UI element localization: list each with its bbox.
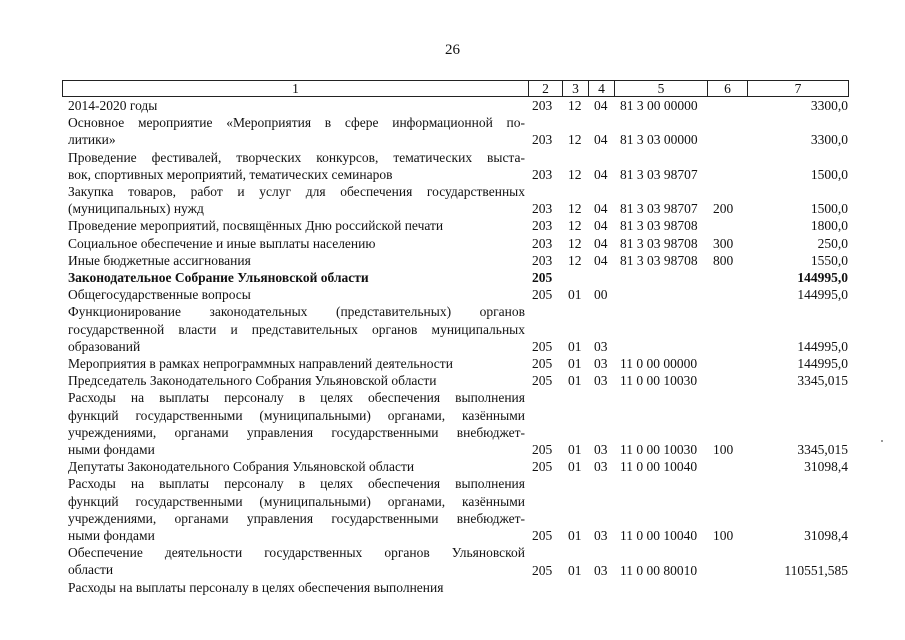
table-row — [0, 458, 905, 475]
table-body — [0, 97, 905, 596]
row-description — [68, 579, 525, 596]
row-description — [68, 544, 525, 578]
code-gr: 205 — [532, 562, 553, 578]
row-description — [68, 458, 525, 475]
description-line: Общегосударственные вопросы — [68, 287, 251, 303]
row-description — [68, 149, 525, 183]
code-pr: 03 — [594, 338, 608, 354]
row-description — [68, 217, 525, 234]
description-line: Законодательное Собрание Ульяновской области — [68, 270, 369, 286]
description-line: Расходы на выплаты персоналу в целях обеспечения выполнения — [68, 579, 444, 595]
code-gr: 203 — [532, 201, 553, 217]
row-description — [68, 355, 525, 372]
code-gr: 203 — [532, 98, 553, 114]
table-row — [0, 286, 905, 303]
amount: 110551,585 — [784, 562, 848, 578]
description-line: Проведение мероприятий, посвящённых Дню российской печати — [68, 218, 444, 234]
code-vr: 100 — [713, 442, 734, 458]
amount: 31098,4 — [804, 528, 848, 544]
code-rz: 12 — [568, 98, 582, 114]
table-row — [0, 475, 905, 544]
code-rz: 01 — [568, 562, 582, 578]
row-description — [68, 183, 525, 217]
description-line: Социальное обеспечение и иные выплаты населению — [68, 235, 376, 251]
header-col-6: 6 — [708, 81, 748, 96]
code-csr: 81 3 03 00000 — [620, 132, 698, 148]
row-description — [68, 252, 525, 269]
code-csr: 11 0 00 10030 — [620, 442, 698, 458]
description-line: Депутаты Законодательного Собрания Ульяновской области — [68, 459, 415, 475]
description-line: Обеспечение деятельности государственных органов Ульяновской — [68, 545, 525, 561]
amount: 3345,015 — [797, 442, 848, 458]
code-csr: 81 3 03 98708 — [620, 235, 698, 251]
table-row — [0, 372, 905, 389]
code-rz: 12 — [568, 132, 582, 148]
table-row — [0, 217, 905, 234]
code-pr: 03 — [594, 528, 608, 544]
code-gr: 205 — [532, 528, 553, 544]
amount: 3300,0 — [810, 98, 848, 114]
description-line: Мероприятия в рамках непрограммных направлений деятельности — [68, 356, 453, 372]
code-rz: 01 — [568, 338, 582, 354]
description-line: Функционирование законодательных (представительных) органов — [68, 304, 525, 320]
row-description — [68, 286, 525, 303]
header-col-7: 7 — [794, 81, 802, 96]
amount: 144995,0 — [797, 287, 848, 303]
code-pr: 00 — [594, 287, 608, 303]
description-line: Председатель Законодательного Собрания Ульяновской области — [68, 373, 437, 389]
code-rz: 01 — [568, 287, 582, 303]
table-row — [0, 544, 905, 578]
code-pr: 04 — [594, 252, 608, 268]
code-gr: 205 — [532, 338, 553, 354]
code-pr: 04 — [594, 166, 608, 182]
description-line: вок, спортивных мероприятий, тематических семинаров — [68, 166, 393, 182]
table-row — [0, 149, 905, 183]
description-line: ными фондами — [68, 528, 155, 544]
amount: 144995,0 — [797, 270, 848, 286]
code-rz: 12 — [568, 235, 582, 251]
code-pr: 03 — [594, 356, 608, 372]
amount: 1800,0 — [810, 218, 848, 234]
code-pr: 03 — [594, 459, 608, 475]
description-line: Проведение фестивалей, творческих конкурсов, тематических выста- — [68, 149, 525, 165]
code-gr: 205 — [532, 459, 553, 475]
code-pr: 03 — [594, 562, 608, 578]
code-csr: 81 3 03 98708 — [620, 252, 698, 268]
description-line: учреждениями, органами управления государственными внебюджет- — [68, 510, 525, 526]
table-row — [0, 389, 905, 458]
amount: 1550,0 — [810, 252, 848, 268]
amount: 144995,0 — [797, 356, 848, 372]
description-line: области — [68, 562, 114, 578]
code-gr: 203 — [532, 218, 553, 234]
table-row — [0, 269, 905, 286]
description-line: учреждениями, органами управления государственными внебюджет- — [68, 424, 525, 440]
code-rz: 01 — [568, 528, 582, 544]
amount: 144995,0 — [797, 338, 848, 354]
description-line: функций государственными (муниципальными) органами, казёнными — [68, 407, 525, 423]
table-row — [0, 97, 905, 114]
code-vr: 100 — [713, 528, 734, 544]
code-csr: 81 3 00 00000 — [620, 98, 698, 114]
code-rz: 12 — [568, 166, 582, 182]
code-csr: 81 3 03 98708 — [620, 218, 698, 234]
description-line: Основное мероприятие «Мероприятия в сфере информационной по- — [68, 115, 525, 131]
code-csr: 81 3 03 98707 — [620, 166, 698, 182]
amount: 31098,4 — [804, 459, 848, 475]
code-pr: 04 — [594, 201, 608, 217]
code-csr: 11 0 00 00000 — [620, 356, 698, 372]
code-gr: 205 — [532, 373, 553, 389]
code-gr: 203 — [532, 166, 553, 182]
header-col-4: 4 — [589, 81, 615, 96]
amount: 1500,0 — [810, 201, 848, 217]
code-csr: 11 0 00 10040 — [620, 459, 698, 475]
description-line: образований — [68, 338, 141, 354]
code-pr: 04 — [594, 132, 608, 148]
description-line: 2014-2020 годы — [68, 98, 158, 113]
description-line: Расходы на выплаты персоналу в целях обеспечения выполнения — [68, 476, 525, 492]
code-csr: 11 0 00 80010 — [620, 562, 698, 578]
code-vr: 200 — [713, 201, 734, 217]
scan-speck — [881, 440, 883, 442]
table-row — [0, 183, 905, 217]
description-line: литики» — [68, 132, 116, 148]
code-csr: 11 0 00 10040 — [620, 528, 698, 544]
table-row — [0, 235, 905, 252]
table-header — [62, 80, 849, 97]
code-rz: 01 — [568, 356, 582, 372]
row-description — [68, 235, 525, 252]
code-rz: 12 — [568, 252, 582, 268]
code-csr: 81 3 03 98707 — [620, 201, 698, 217]
description-line: (муниципальных) нужд — [68, 201, 204, 217]
code-gr: 203 — [532, 235, 553, 251]
page-number: 26 — [445, 42, 460, 58]
header-col-2: 2 — [529, 81, 563, 96]
row-description — [68, 389, 525, 458]
code-gr: 203 — [532, 132, 553, 148]
table-row — [0, 303, 905, 355]
description-line: Иные бюджетные ассигнования — [68, 252, 251, 268]
code-gr: 203 — [532, 252, 553, 268]
row-description — [68, 303, 525, 355]
code-vr: 800 — [713, 252, 734, 268]
code-pr: 03 — [594, 442, 608, 458]
code-pr: 04 — [594, 218, 608, 234]
amount: 250,0 — [817, 235, 848, 251]
amount: 1500,0 — [810, 166, 848, 182]
row-description — [68, 372, 525, 389]
code-gr: 205 — [532, 270, 553, 286]
description-line: ными фондами — [68, 442, 155, 458]
code-gr: 205 — [532, 356, 553, 372]
row-description — [68, 97, 525, 114]
table-row — [0, 114, 905, 148]
header-col-3: 3 — [563, 81, 589, 96]
code-rz: 01 — [568, 442, 582, 458]
code-rz: 12 — [568, 201, 582, 217]
table-row — [0, 252, 905, 269]
code-gr: 205 — [532, 442, 553, 458]
description-line: Закупка товаров, работ и услуг для обеспечения государственных — [68, 184, 525, 200]
description-line: функций государственными (муниципальными) органами, казёнными — [68, 493, 525, 509]
code-rz: 01 — [568, 459, 582, 475]
code-csr: 11 0 00 10030 — [620, 373, 698, 389]
description-line: Расходы на выплаты персоналу в целях обеспечения выполнения — [68, 390, 525, 406]
amount: 3300,0 — [810, 132, 848, 148]
code-rz: 12 — [568, 218, 582, 234]
row-description — [68, 269, 525, 286]
header-col-1: 1 — [63, 81, 529, 96]
code-pr: 03 — [594, 373, 608, 389]
code-pr: 04 — [594, 98, 608, 114]
table-row — [0, 579, 905, 596]
code-rz: 01 — [568, 373, 582, 389]
code-gr: 205 — [532, 287, 553, 303]
code-pr: 04 — [594, 235, 608, 251]
amount: 3345,015 — [797, 373, 848, 389]
row-description — [68, 475, 525, 544]
code-vr: 300 — [713, 235, 734, 251]
row-description — [68, 114, 525, 148]
table-row — [0, 355, 905, 372]
description-line: государственной власти и представительных органов муниципальных — [68, 321, 525, 337]
header-col-5: 5 — [615, 81, 708, 96]
